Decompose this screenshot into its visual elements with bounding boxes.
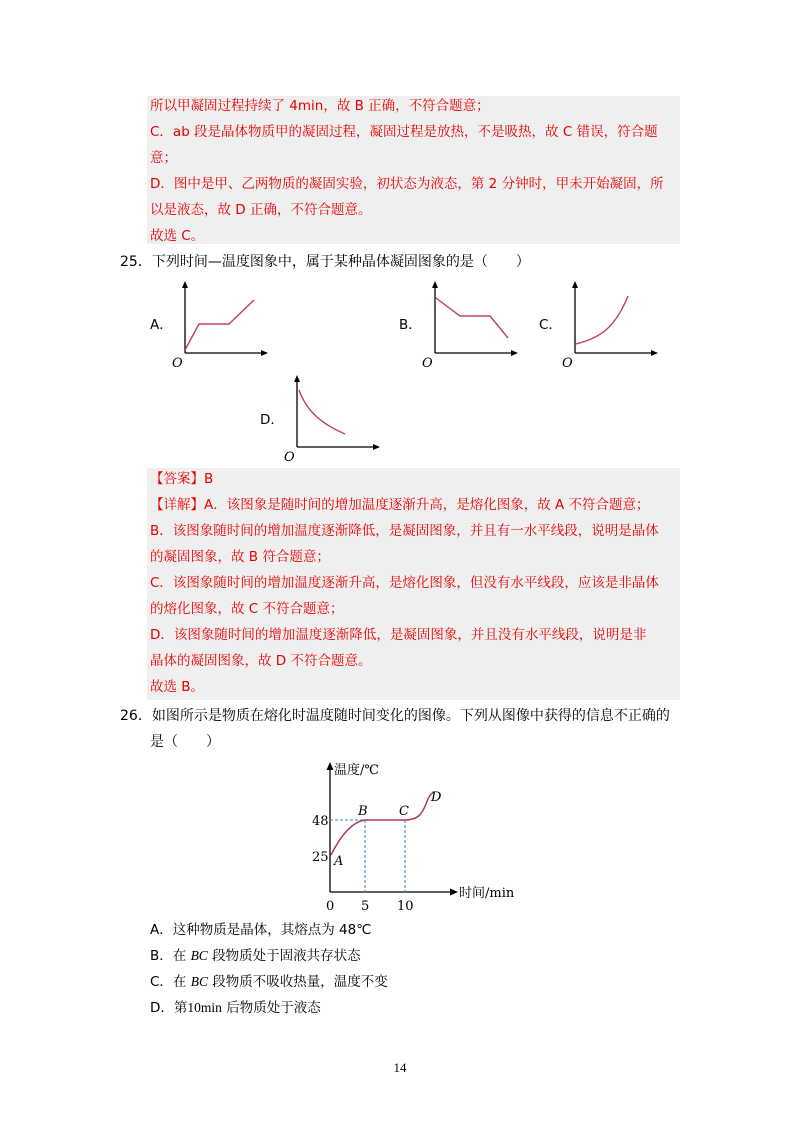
question-text: 下列时间—温度图象中，属于某种晶体凝固图象的是（ ） xyxy=(151,254,530,270)
x-axis-label: 时间/min xyxy=(459,886,515,901)
answer-line: 所以甲凝固过程持续了 4min，故 B 正确，不符合题意； xyxy=(150,98,490,114)
q26-option-b xyxy=(150,946,361,966)
graph-c xyxy=(560,278,670,370)
y-tick-25: 25 xyxy=(312,850,329,865)
option-d-label: D． xyxy=(260,412,284,428)
option-c-label: C． xyxy=(539,317,562,333)
question-26-stem xyxy=(120,706,670,726)
origin-label: O xyxy=(172,356,183,370)
point-b-label: B xyxy=(358,804,368,819)
detail-line: D．该图象随时间的增加温度逐渐降低，是凝固图象，并且没有水平线段，说明是非 xyxy=(150,627,647,643)
q26-option-c xyxy=(150,972,388,992)
point-a-label: A xyxy=(334,854,344,869)
option-b-label: B． xyxy=(399,317,422,333)
point-c-label: C xyxy=(399,804,409,819)
detail-line: 故选 B。 xyxy=(150,679,205,695)
origin-label: O xyxy=(562,356,573,370)
answer-line: 故选 C。 xyxy=(150,228,205,244)
question-number: 26． xyxy=(120,708,152,724)
detail-line xyxy=(150,495,650,515)
answer-box-24 xyxy=(147,96,680,244)
y-tick-48: 48 xyxy=(312,814,329,829)
option-text: B．在 xyxy=(150,948,191,964)
option-text: C．在 xyxy=(150,974,191,990)
segment-label: BC xyxy=(190,974,208,989)
graph-d xyxy=(282,372,392,464)
question-25-stem xyxy=(120,252,530,272)
answer-line: 意； xyxy=(150,150,177,166)
option-text: 后物质处于液态 xyxy=(221,1000,321,1016)
question-text: 如图所示是物质在熔化时温度随时间变化的图像。下列从图像中获得的信息不正确的 xyxy=(151,708,670,724)
x-tick-10: 10 xyxy=(397,899,414,914)
answer-tag: 【答案】 xyxy=(150,471,204,487)
answer-line: 以是液态，故 D 正确，不符合题意。 xyxy=(150,202,372,218)
page-number: 14 xyxy=(393,1060,407,1075)
question-number: 25． xyxy=(120,254,152,270)
q26-option-a: A．这种物质是晶体，其熔点为 48℃ xyxy=(150,922,372,938)
detail-line: C．该图象随时间的增加温度逐渐升高，是熔化图象，但没有水平线段，应该是非晶体 xyxy=(150,575,659,591)
option-a-label: A． xyxy=(150,317,173,333)
segment-label: BC xyxy=(190,948,208,963)
x-tick-5: 5 xyxy=(361,899,370,914)
time-value: 10min xyxy=(187,1000,222,1015)
q26-option-d xyxy=(150,998,321,1018)
melting-graph xyxy=(300,756,530,918)
answer-line: D．图中是甲、乙两物质的凝固实验，初状态为液态，第 2 分钟时，甲未开始凝固，所 xyxy=(150,176,664,192)
detail-line: 晶体的凝固图象，故 D 不符合题意。 xyxy=(150,653,372,669)
origin-label: O xyxy=(284,450,295,464)
detail-text: A．该图象是随时间的增加温度逐渐升高，是熔化图象，故 A 不符合题意； xyxy=(204,497,650,513)
option-text: 段物质处于固液共存状态 xyxy=(207,948,361,964)
detail-line: 的熔化图象，故 C 不符合题意； xyxy=(150,601,344,617)
answer-value: B xyxy=(204,471,214,487)
option-text: D．第 xyxy=(150,1000,188,1016)
option-text: 段物质不吸收热量，温度不变 xyxy=(207,974,388,990)
x-tick-0: 0 xyxy=(326,899,335,914)
detail-line: 的凝固图象，故 B 符合题意； xyxy=(150,549,330,565)
answer-line xyxy=(150,469,213,489)
detail-line: B．该图象随时间的增加温度逐渐降低，是凝固图象，并且有一水平线段，说明是晶体 xyxy=(150,523,659,539)
point-d-label: D xyxy=(431,790,442,805)
detail-tag: 【详解】 xyxy=(150,497,204,513)
y-axis-label: 温度/℃ xyxy=(334,763,379,778)
graph-b xyxy=(420,278,530,370)
origin-label: O xyxy=(422,356,433,370)
answer-line: C．ab 段是晶体物质甲的凝固过程，凝固过程是放热，不是吸热，故 C 错误，符合题 xyxy=(150,124,658,140)
question-26-stem-cont: 是（ ） xyxy=(150,734,220,750)
graph-a xyxy=(170,278,280,370)
